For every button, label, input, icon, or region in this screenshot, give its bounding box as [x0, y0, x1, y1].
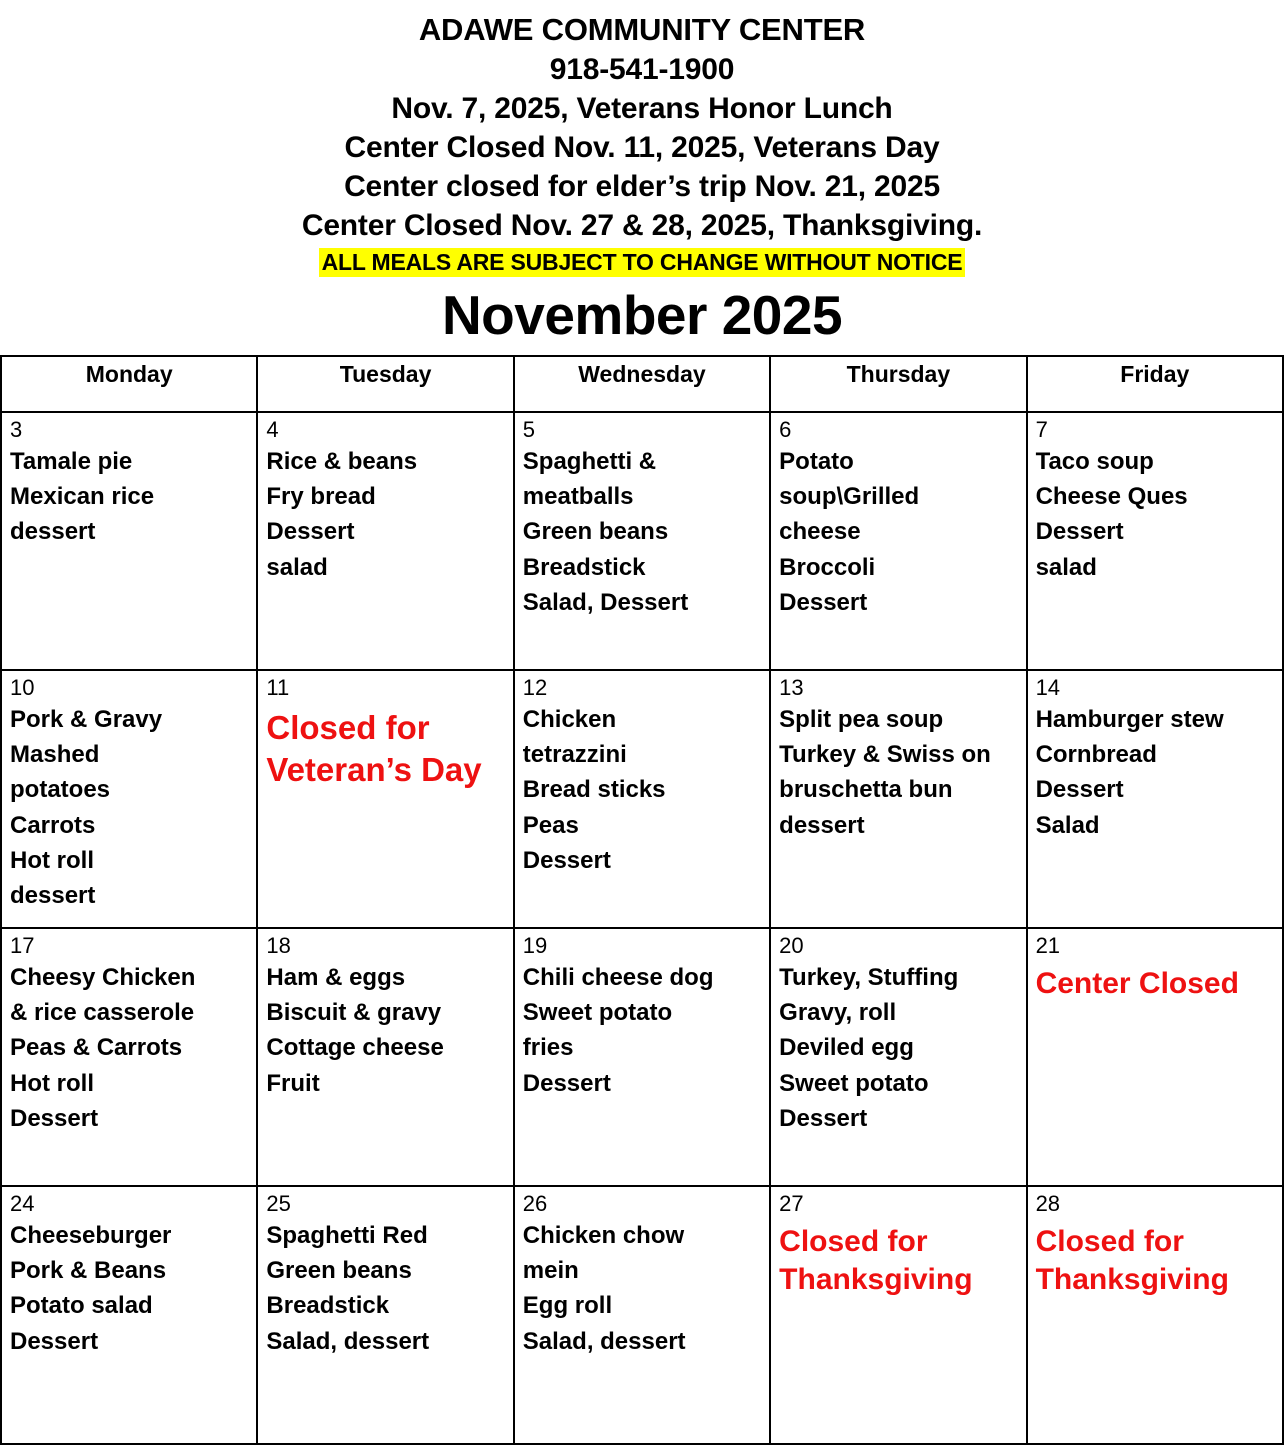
meal-item: tetrazzini	[522, 741, 627, 769]
meal-items	[1036, 702, 1274, 843]
meals-change-notice: ALL MEALS ARE SUBJECT TO CHANGE WITHOUT NOTICE	[319, 248, 966, 277]
meal-items	[10, 960, 248, 1136]
meal-item: Chicken	[522, 705, 617, 733]
day-cell	[770, 412, 1026, 670]
meal-item: Cheese Ques	[1035, 483, 1188, 511]
calendar-body	[1, 412, 1283, 1444]
meal-item: bruschetta bun	[779, 776, 953, 804]
meal-item: fries	[522, 1034, 574, 1062]
day-number: 24	[10, 1191, 35, 1217]
meal-item: Cheeseburger	[10, 1221, 172, 1249]
meal-item: Dessert	[1035, 518, 1124, 546]
day-number: 20	[779, 933, 804, 959]
day-number: 27	[779, 1191, 804, 1217]
meal-item: Tamale pie	[10, 447, 133, 475]
meal-items	[779, 444, 1017, 620]
meal-item: Potato salad	[10, 1292, 153, 1320]
header-block	[0, 0, 1284, 245]
day-number: 14	[1035, 675, 1061, 701]
day-cell	[257, 1186, 513, 1444]
meal-item: Peas	[522, 811, 579, 839]
meal-items	[523, 1218, 761, 1359]
meal-item: Hot roll	[10, 846, 94, 874]
meal-items	[10, 702, 248, 914]
meal-item: Cornbread	[1035, 741, 1157, 769]
meal-item: Rice & beans	[266, 447, 418, 475]
column-header-wednesday: Wednesday	[514, 356, 770, 412]
meal-item: Breadstick	[522, 553, 646, 581]
meal-item: Ham & eggs	[266, 963, 406, 991]
meal-items	[10, 1218, 248, 1359]
day-number: 7	[1035, 417, 1048, 443]
meal-item: dessert	[10, 882, 96, 910]
day-number: 18	[266, 933, 291, 959]
meal-item: Fruit	[266, 1069, 320, 1097]
meal-item: Hot roll	[10, 1069, 94, 1097]
day-number: 6	[779, 417, 792, 443]
meal-item: dessert	[10, 518, 96, 546]
meal-item: Broccoli	[779, 553, 876, 581]
notice-row	[0, 248, 1284, 277]
day-cell	[1027, 670, 1283, 928]
calendar-week-row	[1, 928, 1283, 1186]
column-header-tuesday: Tuesday	[257, 356, 513, 412]
day-cell	[514, 670, 770, 928]
day-cell	[514, 928, 770, 1186]
meal-item: Cheesy Chicken	[10, 963, 196, 991]
day-cell	[770, 670, 1026, 928]
day-number: 5	[522, 417, 536, 443]
meal-item: Deviled egg	[779, 1034, 914, 1062]
meal-item: Spaghetti Red	[266, 1221, 428, 1249]
day-cell	[1, 670, 257, 928]
meal-item: Cottage cheese	[266, 1034, 444, 1062]
meal-item: Egg roll	[522, 1292, 613, 1320]
calendar-header-row	[1, 356, 1283, 412]
meal-items	[779, 702, 1017, 843]
meal-item: Salad, dessert	[266, 1327, 430, 1355]
day-cell	[770, 928, 1026, 1186]
calendar-week-row	[1, 412, 1283, 670]
meal-item: Sweet potato	[779, 1069, 929, 1097]
meal-item: Chicken chow	[522, 1221, 685, 1249]
meal-item: Mexican rice	[10, 483, 155, 511]
day-cell	[1, 412, 257, 670]
day-number: 17	[10, 933, 35, 959]
day-cell	[257, 928, 513, 1186]
meal-item: Split pea soup	[779, 705, 944, 733]
day-number: 3	[10, 417, 23, 443]
day-number: 25	[266, 1191, 291, 1217]
closure-label: Closed for Thanksgiving	[1035, 1224, 1229, 1297]
day-cell	[1, 928, 257, 1186]
meal-item: & rice casserole	[10, 999, 195, 1027]
day-cell	[1027, 1186, 1283, 1444]
day-cell	[1, 1186, 257, 1444]
calendar-table	[0, 355, 1284, 1445]
meal-item: Mashed	[10, 741, 100, 769]
day-number: 28	[1035, 1191, 1061, 1217]
day-number: 21	[1035, 933, 1061, 959]
center-name: ADAWE COMMUNITY CENTER	[418, 12, 866, 47]
day-number: 26	[522, 1191, 548, 1217]
thanksgiving-closure-note: Center Closed Nov. 27 & 28, 2025, Thanksgiving.	[301, 209, 983, 243]
meal-items	[523, 702, 761, 878]
meal-items	[523, 444, 761, 620]
meal-items	[523, 960, 761, 1101]
meal-item: Hamburger stew	[1035, 705, 1224, 733]
column-header-thursday: Thursday	[770, 356, 1026, 412]
meal-item: salad	[266, 553, 328, 581]
meal-items	[779, 960, 1017, 1136]
meal-item: cheese	[779, 518, 861, 546]
meal-item: Salad	[1035, 811, 1100, 839]
meal-item: Dessert	[779, 1104, 868, 1132]
meal-items	[266, 1218, 504, 1359]
calendar-week-row	[1, 670, 1283, 928]
meal-item: Green beans	[266, 1257, 412, 1285]
meal-item: Biscuit & gravy	[266, 999, 442, 1027]
column-header-friday: Friday	[1027, 356, 1283, 412]
meal-item: Peas & Carrots	[10, 1034, 183, 1062]
meal-items	[266, 444, 504, 585]
meal-item: Pork & Gravy	[10, 705, 163, 733]
meal-item: Green beans	[522, 518, 669, 546]
meal-item: Turkey, Stuffing	[779, 963, 959, 991]
day-cell	[514, 412, 770, 670]
meal-item: Salad, Dessert	[522, 588, 689, 616]
meal-items	[10, 444, 248, 550]
day-number: 4	[266, 417, 279, 443]
meal-item: Turkey & Swiss on	[779, 741, 991, 769]
meal-item: mein	[522, 1257, 579, 1285]
meal-item: dessert	[779, 811, 865, 839]
day-number: 13	[779, 675, 804, 701]
day-cell	[257, 670, 513, 928]
meal-item: Bread sticks	[522, 776, 666, 804]
closure-label: Closed for Thanksgiving	[779, 1224, 973, 1297]
day-number: 19	[522, 933, 548, 959]
meal-item: salad	[1035, 553, 1097, 581]
meal-item: Chili cheese dog	[522, 963, 714, 991]
veterans-day-closure-note: Center Closed Nov. 11, 2025, Veterans Day	[344, 131, 940, 165]
closure-label: Center Closed	[1035, 966, 1239, 1000]
meal-item: Spaghetti &	[522, 447, 657, 475]
meal-item: soup\Grilled	[779, 483, 920, 511]
meal-item: Dessert	[522, 846, 611, 874]
center-phone: 918-541-1900	[549, 53, 735, 87]
month-title: November 2025	[441, 284, 843, 347]
meal-items	[266, 960, 504, 1101]
day-cell	[1027, 928, 1283, 1186]
calendar-week-row	[1, 1186, 1283, 1444]
meal-item: Dessert	[1035, 776, 1124, 804]
day-number: 12	[522, 675, 548, 701]
meal-item: Salad, dessert	[522, 1327, 686, 1355]
meal-item: meatballs	[522, 483, 634, 511]
meal-item: Fry bread	[266, 483, 376, 511]
meal-item: Gravy, roll	[779, 999, 897, 1027]
column-header-monday: Monday	[1, 356, 257, 412]
meal-item: Dessert	[266, 518, 355, 546]
meal-item: Breadstick	[266, 1292, 390, 1320]
day-cell	[514, 1186, 770, 1444]
meal-item: Dessert	[10, 1327, 99, 1355]
elders-trip-closure-note: Center closed for elder’s trip Nov. 21, 2025	[344, 170, 940, 204]
meal-item: Dessert	[779, 588, 868, 616]
meal-item: Sweet potato	[522, 999, 673, 1027]
meal-item: Taco soup	[1035, 447, 1154, 475]
day-cell	[770, 1186, 1026, 1444]
meal-item: Carrots	[10, 811, 96, 839]
meal-item: Dessert	[10, 1104, 99, 1132]
veterans-honor-lunch-note: Nov. 7, 2025, Veterans Honor Lunch	[391, 92, 893, 126]
day-number: 11	[266, 675, 290, 701]
meal-items	[1036, 444, 1274, 585]
closure-label: Closed for Veteran’s Day	[266, 708, 482, 789]
day-number: 10	[10, 675, 35, 701]
day-cell	[257, 412, 513, 670]
meal-item: Pork & Beans	[10, 1257, 167, 1285]
day-cell	[1027, 412, 1283, 670]
meal-item: potatoes	[10, 776, 111, 804]
meal-item: Dessert	[522, 1069, 611, 1097]
meal-item: Potato	[779, 447, 854, 475]
